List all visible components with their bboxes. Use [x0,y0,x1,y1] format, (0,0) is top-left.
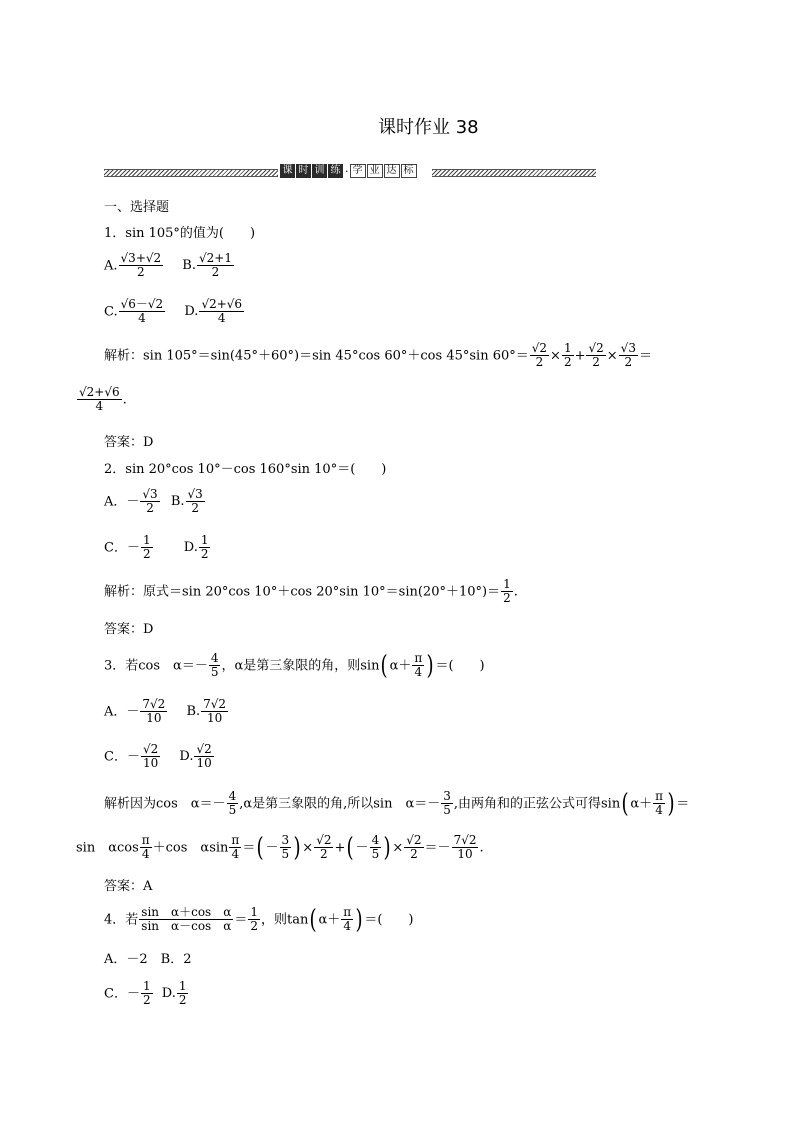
q3-option-b: $\frac{7√2}{10}$ [203,697,227,726]
q1-solution-cont: $\frac{√2+√6}{4}$ . [79,385,127,414]
q2-option-b: $\frac{√3}{2}$ [187,487,203,516]
section-heading: 一、选择题 [104,200,170,215]
q3-stem: 3．若cos α＝－ $\frac{4}{5}$ ，α是第三象限的角，则sin( α＋ $\frac{\pi}{4}$ ) ＝( ) [104,650,485,681]
q3-option-d: $\frac{√2}{10}$ [196,742,212,771]
q4-option-d: $\frac{1}{2}$ [178,979,187,1008]
q2-option-a: $\frac{√3}{2}$ [142,487,158,516]
q4-options-cd: C．－ $\frac{1}{2}$ D. $\frac{1}{2}$ [104,979,187,1008]
q1-solution: 解析：sin 105°＝sin(45°＋60°)＝sin 45°cos 60°＋cos 45°sin 60°＝ $\frac{√2}{2}$ × $\frac{1}{2}$ + $\frac{√2}{2}$ × $\frac{√3}{2}$ ＝ [104,341,652,370]
banner-hatch-right [432,169,596,177]
q1-option-a: $\frac{√3+√2}{2}$ [120,251,162,280]
q3-options-cd: C．－ $\frac{√2}{10}$ D. $\frac{√2}{10}$ [104,742,212,771]
q4-option-c: $\frac{1}{2}$ [142,979,151,1008]
banner-char: 训 [312,164,327,178]
q2-solution: 解析：原式＝sin 20°cos 10°＋cos 20°sin 10°＝sin(20°＋10°)＝ $\frac{1}{2}$ . [104,577,518,606]
opt-label: B. [182,258,196,274]
banner-char: 练 [328,164,343,178]
banner-char: 课 [280,164,295,178]
q2-options-cd: C．－ $\frac{1}{2}$ D. $\frac{1}{2}$ [104,533,209,562]
q4-stem: 4．若 $\frac{\text{sin α＋cos α}}{\text{sin α－cos α}}$ ＝ $\frac{1}{2}$ ，则tan( α＋ $\frac{\pi}{4}$ ) ＝( ) [104,904,414,935]
banner-badge [280,163,418,179]
banner-char: 时 [296,164,311,178]
q2-option-c: $\frac{1}{2}$ [142,533,151,562]
banner-char: 标 [401,164,417,178]
banner-char: 学 [350,164,366,178]
banner-dot: · [345,164,349,178]
q1-option-c: $\frac{√6-√2}{4}$ [120,297,164,326]
q2-answer: 答案：D [104,622,154,637]
q3-option-a: $\frac{7√2}{10}$ [142,697,166,726]
q3-answer: 答案：A [104,879,153,894]
opt-label: D. [184,304,199,320]
opt-label: C. [104,304,118,320]
q1-option-d: $\frac{√2+√6}{4}$ [201,297,243,326]
q1-options-cd [104,298,245,326]
banner-char: 达 [384,164,400,178]
opt-label: A. [104,258,118,274]
q2-option-d: $\frac{1}{2}$ [200,533,209,562]
page-title: 课时作业 38 [378,117,479,138]
q1-answer: 答案：D [104,435,154,450]
q4-options-ab: A．－2 B．2 [104,952,192,967]
q1-stem: 1．sin 105°的值为( ) [104,226,256,241]
q3-options-ab: A．－ $\frac{7√2}{10}$ B. $\frac{7√2}{10}$ [104,697,227,726]
banner-char: 业 [367,164,383,178]
q1-option-b: $\frac{√2+1}{2}$ [198,251,232,280]
q2-options-ab: A．－ $\frac{√3}{2}$ B. $\frac{√3}{2}$ [104,487,203,516]
q3-option-c: $\frac{√2}{10}$ [142,742,159,771]
q1-options-ab [104,252,235,280]
banner-hatch-left [104,169,278,177]
q3-solution-cont: sin αcos $\frac{\pi}{4}$ ＋cos αsin $\frac{\pi}{4}$ ＝( － $\frac{3}{5}$ ) × $\frac{√2}{2}$ +( － $\frac{4}{5}$ ) × $\frac{√2}{2}$ ＝－ $\frac{7√2}{10}$ . [76,832,484,863]
q2-stem: 2．sin 20°cos 10°－cos 160°sin 10°＝( ) [104,462,387,477]
q3-solution: 解析因为cos α＝－ $\frac{4}{5}$ ,α是第三象限的角,所以sin α＝－ $\frac{3}{5}$ ,由两角和的正弦公式可得sin( α＋ $\frac{\pi}{4}$ ) ＝ [104,788,690,819]
